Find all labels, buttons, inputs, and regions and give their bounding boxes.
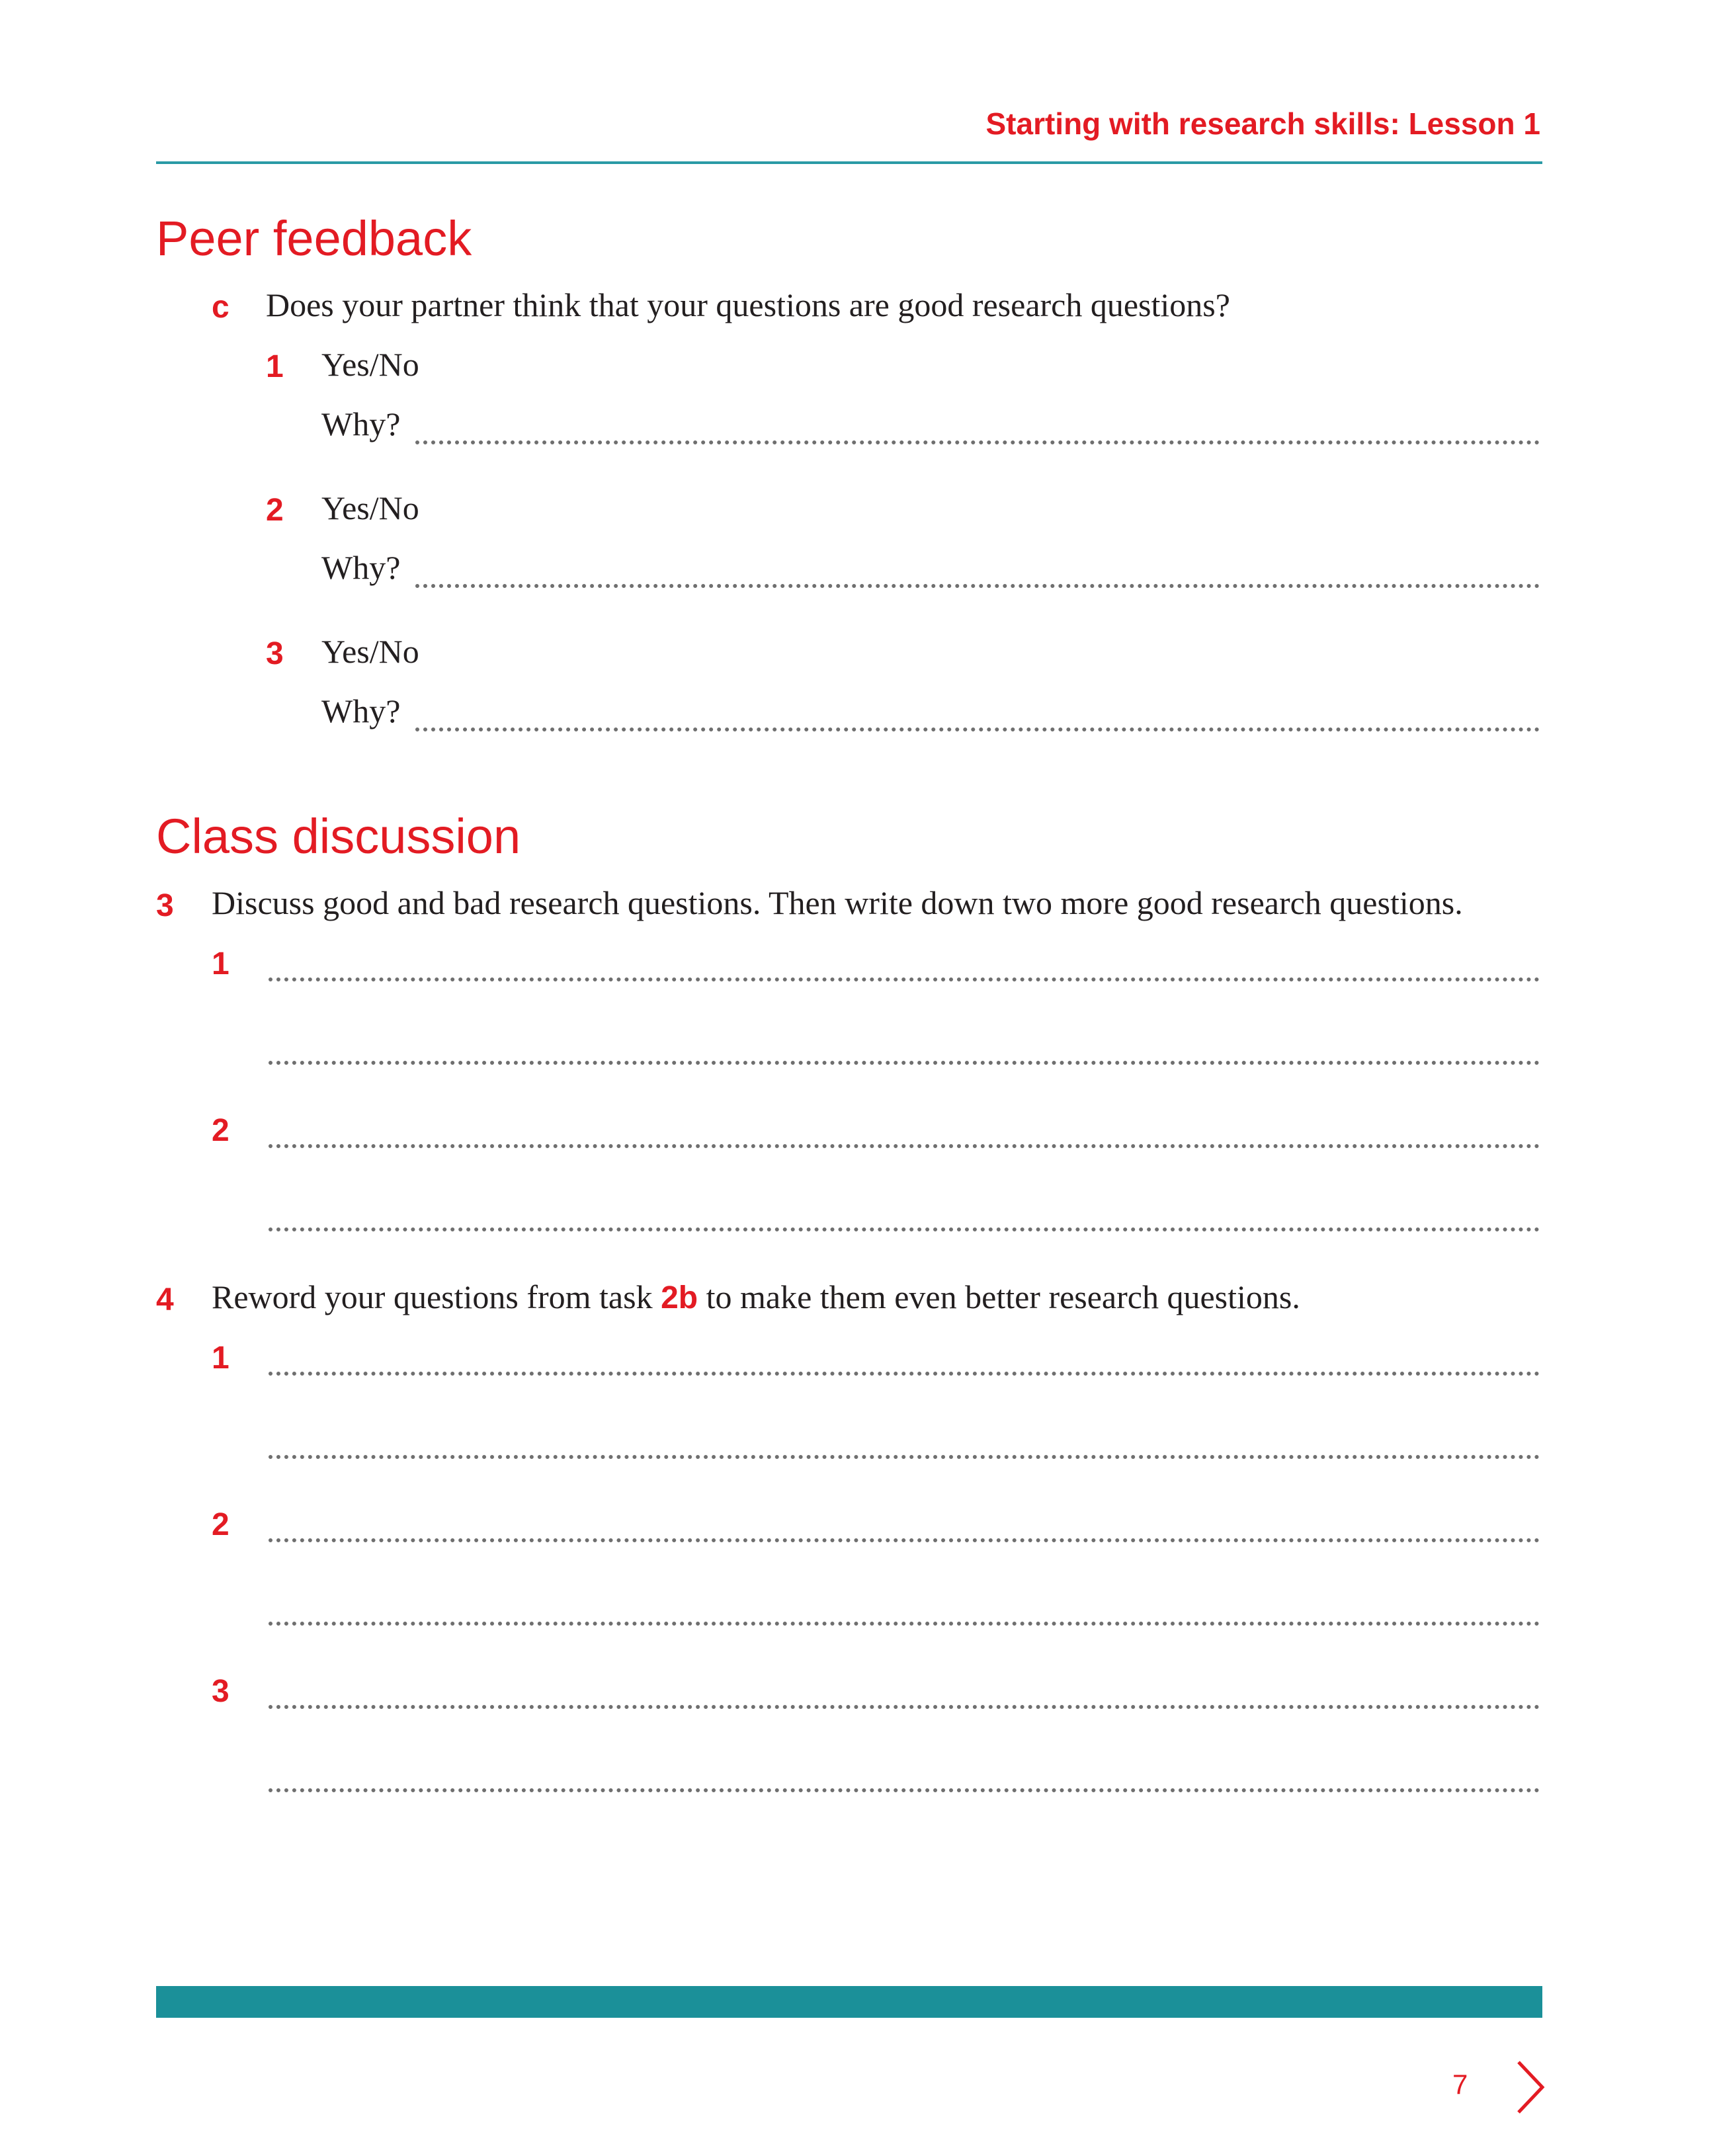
task-4-text-after: to make them even better research questions. [698,1278,1300,1315]
answer-line[interactable] [415,724,1540,731]
peer-item-number: 2 [266,493,284,528]
answer-line[interactable] [269,1451,1540,1459]
running-header: Starting with research skills: Lesson 1 [985,106,1540,141]
answer-line[interactable] [269,974,1540,981]
answer-line[interactable] [269,1140,1540,1148]
answer-line[interactable] [269,1223,1540,1231]
yes-no-label: Yes/No [321,633,419,670]
task-3-item-number: 1 [212,946,230,981]
yes-no-label: Yes/No [321,346,419,383]
task-4-item-number: 2 [212,1507,230,1542]
peer-item-number: 1 [266,349,284,384]
why-label: Why? [321,549,401,586]
why-label: Why? [321,405,401,442]
peer-feedback-question: Does your partner think that your questions are good research questions? [266,286,1230,323]
task-4-item-number: 1 [212,1341,230,1376]
task-number-4: 4 [156,1282,174,1317]
task-4-text-before: Reword your questions from task [212,1278,661,1315]
answer-line[interactable] [415,436,1540,444]
task-3-instruction: Discuss good and bad research questions. Then write down two more good research questions. [212,884,1463,921]
answer-line[interactable] [269,1057,1540,1065]
answer-line[interactable] [269,1534,1540,1542]
answer-line[interactable] [269,1368,1540,1376]
why-label: Why? [321,692,401,729]
task-4-instruction [212,1278,1300,1316]
task-reference-2b: 2b [661,1280,698,1315]
task-4-item-number: 3 [212,1674,230,1709]
footer-bar [156,1986,1542,2018]
section-heading-class-discussion: Class discussion [156,809,521,864]
answer-line[interactable] [269,1701,1540,1709]
task-3-item-number: 2 [212,1113,230,1148]
peer-item-number: 3 [266,636,284,671]
answer-line[interactable] [415,580,1540,588]
item-letter-c: c [212,290,230,325]
answer-line[interactable] [269,1618,1540,1626]
section-heading-peer-feedback: Peer feedback [156,211,472,266]
yes-no-label: Yes/No [321,489,419,526]
task-number-3: 3 [156,888,174,923]
page-number: 7 [1452,2069,1468,2100]
header-rule [156,161,1542,164]
answer-line[interactable] [269,1784,1540,1792]
chevron-right-icon[interactable] [1515,2059,1546,2115]
